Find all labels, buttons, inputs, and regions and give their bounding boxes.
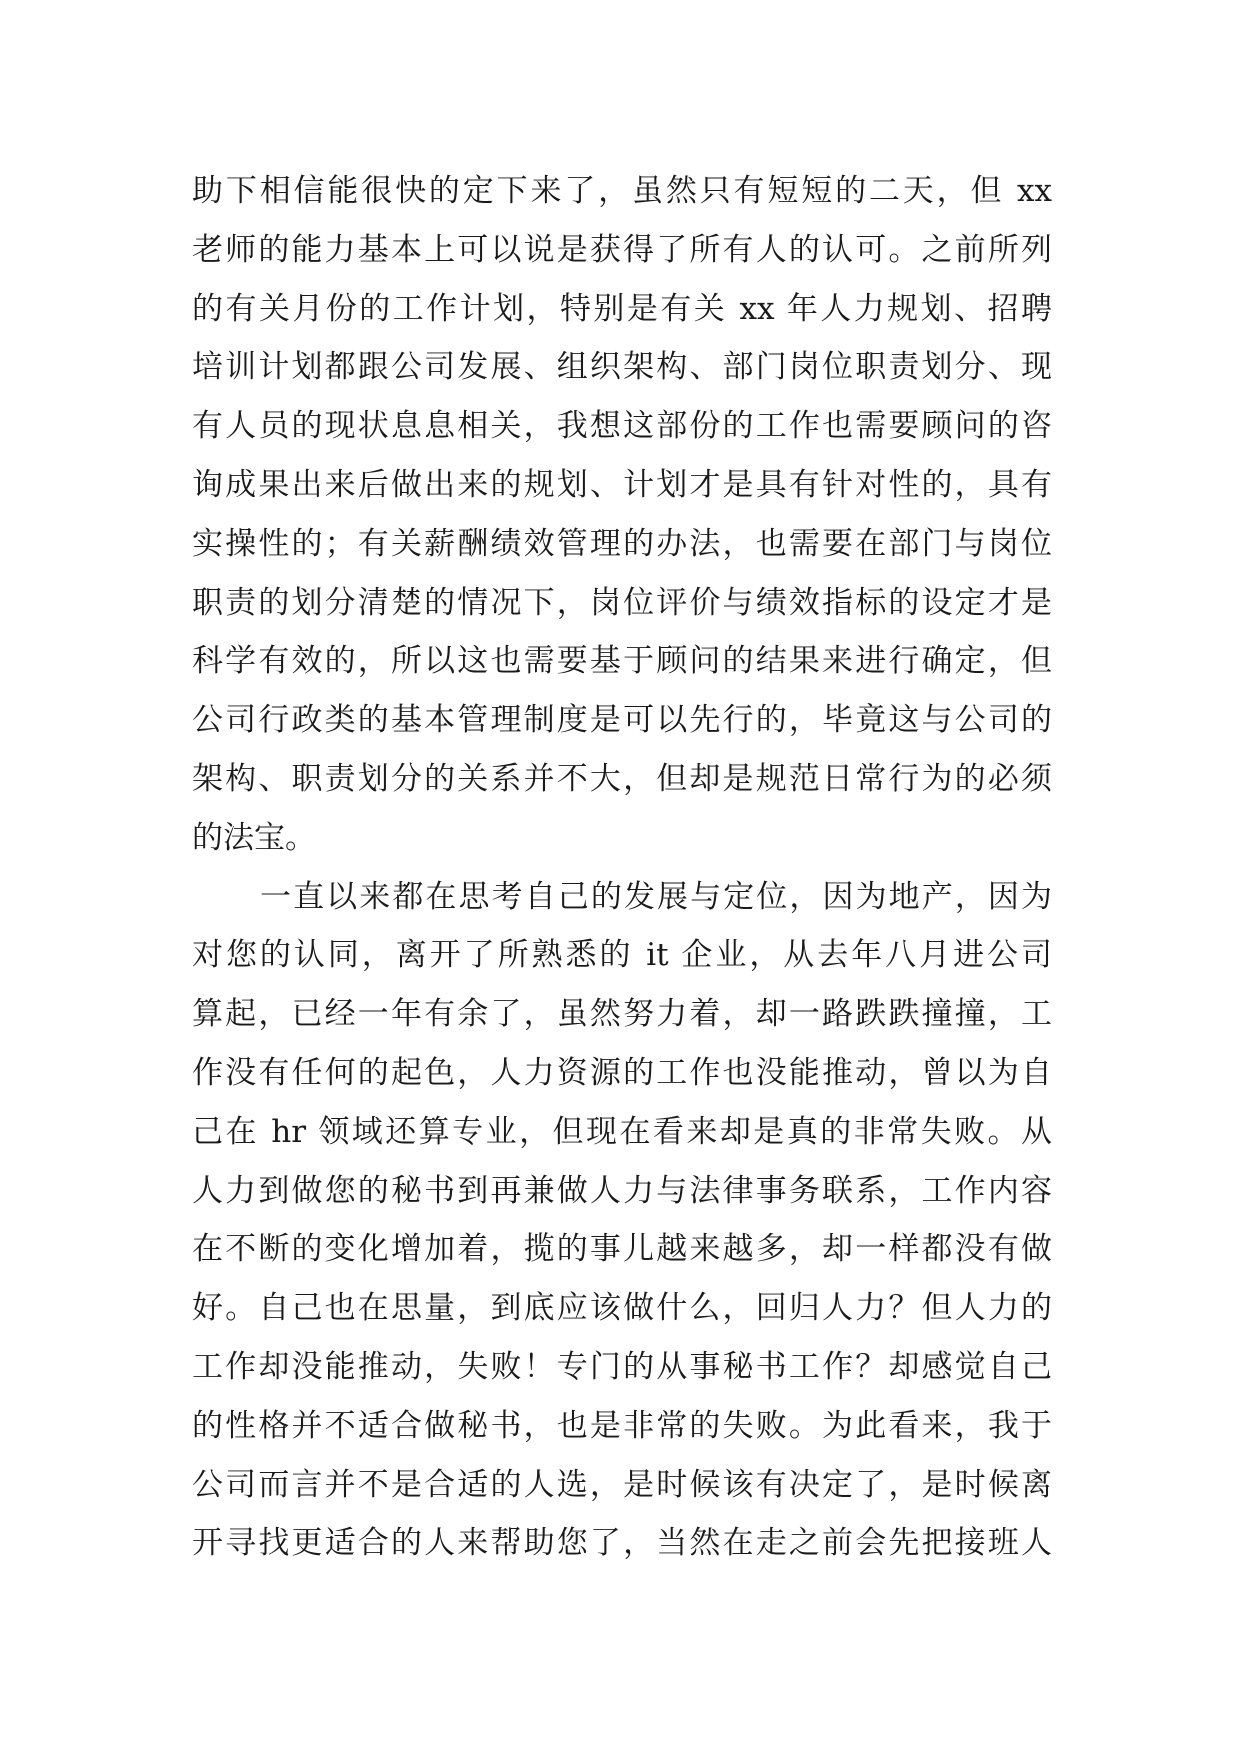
text-line: 职责的划分清楚的情况下，岗位评价与绩效指标的设定才是 [192,584,1052,621]
text-line: 助下相信能很快的定下来了，虽然只有短短的二天，但 xx [192,173,1052,209]
text-line: 在不断的变化增加着，揽的事儿越来越多，却一样都没有做 [192,1231,1052,1268]
text-line: 有人员的现状息息相关，我想这部份的工作也需要顾问的咨 [192,408,1052,445]
text-line: 的法宝。 [192,819,316,856]
text-line: 作没有任何的起色，人力资源的工作也没能推动，曾以为自 [192,1054,1052,1091]
text-line: 人力到做您的秘书到再兼做人力与法律事务联系，工作内容 [192,1172,1052,1209]
body-text [192,162,1052,1573]
text-line: 老师的能力基本上可以说是获得了所有人的认可。之前所列 [192,231,1052,268]
text-line: 架构、职责划分的关系并不大，但却是规范日常行为的必须 [192,760,1052,797]
paragraph-1 [192,162,1052,868]
text-line: 的有关月份的工作计划，特别是有关 xx 年人力规划、招聘 [192,290,1052,327]
text-line: 工作却没能推动，失败！专门的从事秘书工作？却感觉自己 [192,1348,1052,1385]
text-line: 科学有效的，所以这也需要基于顾问的结果来进行确定，但 [192,643,1052,680]
text-line: 好。自己也在思量，到底应该做什么，回归人力？但人力的 [192,1290,1052,1327]
paragraph-2 [192,868,1052,1574]
text-line: 公司而言并不是合适的人选，是时候该有决定了，是时候离 [192,1466,1052,1503]
text-line: 的性格并不适合做秘书，也是非常的失败。为此看来，我于 [192,1407,1052,1444]
text-line: 询成果出来后做出来的规划、计划才是具有针对性的，具有 [192,466,1052,503]
text-line: 一直以来都在思考自己的发展与定位，因为地产，因为 [260,878,1052,915]
text-line: 开寻找更适合的人来帮助您了，当然在走之前会先把接班人 [192,1525,1052,1562]
text-line: 对您的认同，离开了所熟悉的 it 企业，从去年八月进公司 [192,937,1052,974]
text-line: 己在 hr 领域还算专业，但现在看来却是真的非常失败。从 [192,1113,1052,1150]
text-line: 培训计划都跟公司发展、组织架构、部门岗位职责划分、现 [192,349,1052,386]
text-line: 算起，已经一年有余了，虽然努力着，却一路跌跌撞撞，工 [192,996,1052,1033]
text-line: 实操性的；有关薪酬绩效管理的办法，也需要在部门与岗位 [192,525,1052,562]
text-line: 公司行政类的基本管理制度是可以先行的，毕竟这与公司的 [192,702,1052,739]
